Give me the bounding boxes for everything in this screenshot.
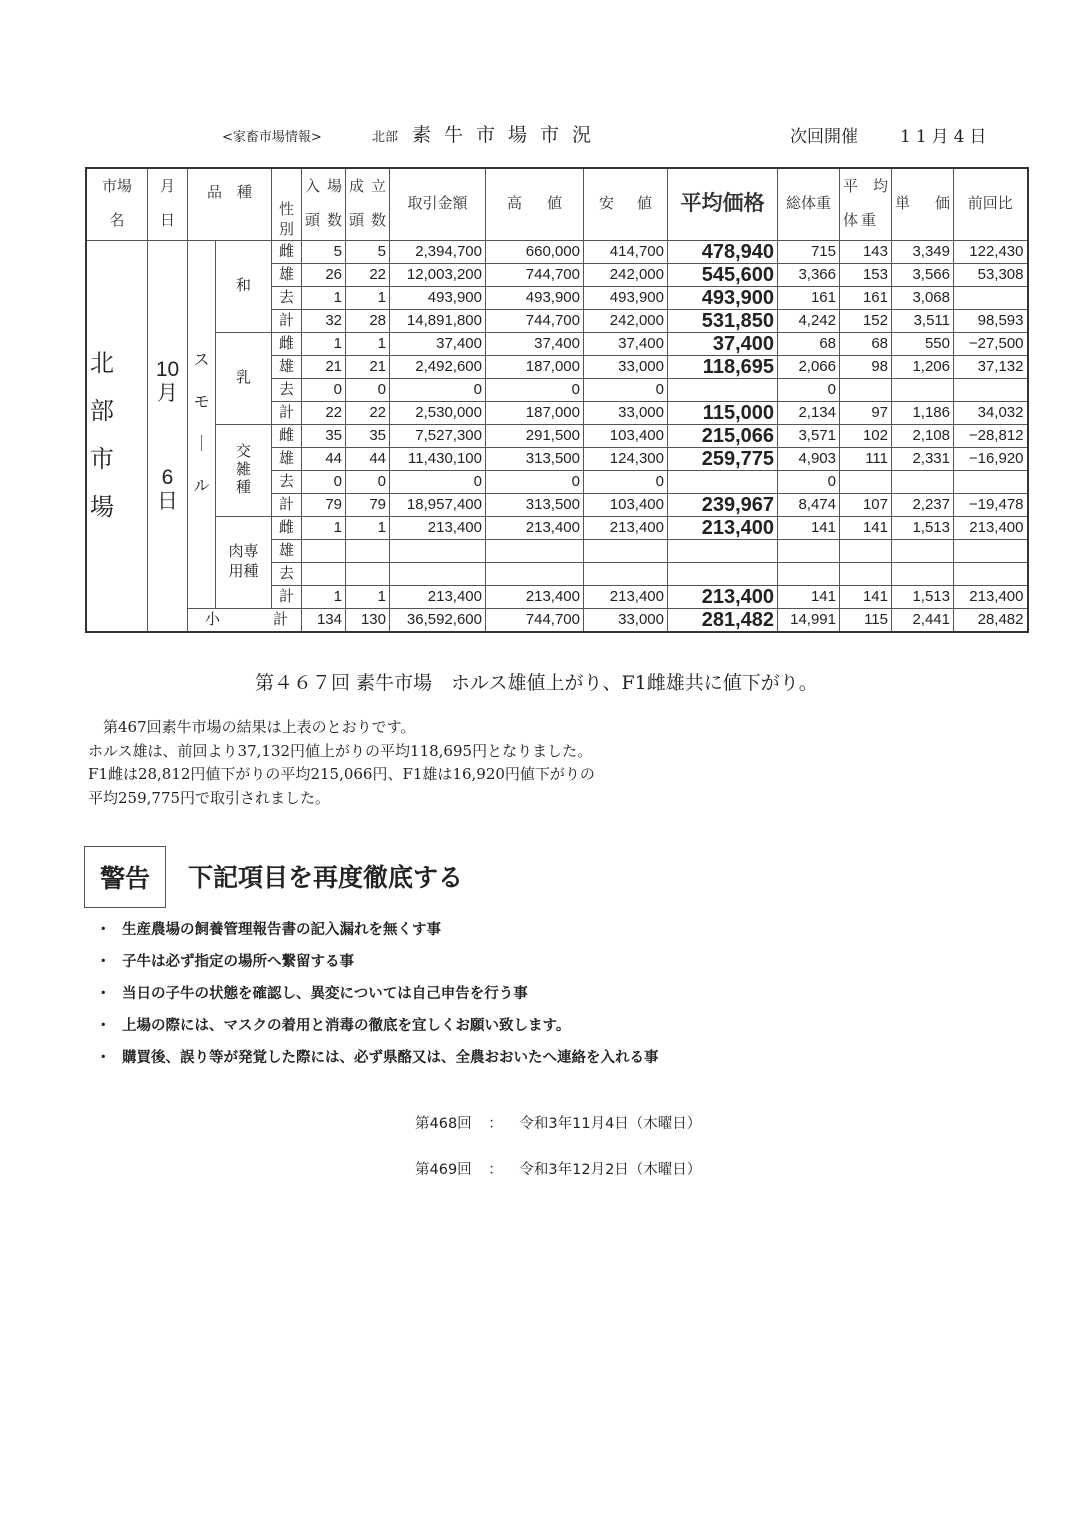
breed-cell: 交 雑 種	[216, 424, 272, 516]
header-sold: 成 立 頭 数	[346, 168, 390, 240]
bullet-icon: ・	[96, 1018, 111, 1034]
change-cell: −27,500	[954, 332, 1028, 355]
avg-cell: 259,775	[668, 447, 778, 470]
low-cell: 33,000	[584, 401, 668, 424]
warning-item: ・ 当日の子牛の状態を確認し、異変については自己申告を行う事	[96, 982, 659, 1014]
sex-cell: 雄	[272, 539, 302, 562]
entered-cell: 44	[302, 447, 346, 470]
total-weight-cell: 14,991	[778, 608, 840, 632]
avg-cell: 215,066	[668, 424, 778, 447]
next-session-label: 次回開催	[790, 127, 858, 147]
high-cell: 187,000	[486, 401, 584, 424]
entered-cell: 26	[302, 263, 346, 286]
total-weight-cell: 0	[778, 378, 840, 401]
amount-cell: 493,900	[390, 286, 486, 309]
bullet-icon: ・	[96, 922, 111, 938]
entered-cell: 5	[302, 240, 346, 263]
change-cell: 28,482	[954, 608, 1028, 632]
high-cell: 313,500	[486, 447, 584, 470]
high-cell	[486, 562, 584, 585]
amount-cell: 213,400	[390, 516, 486, 539]
info-tag: <家畜市場情報>	[222, 130, 322, 145]
amount-cell: 36,592,600	[390, 608, 486, 632]
entered-cell: 1	[302, 585, 346, 608]
sex-cell: 雄	[272, 263, 302, 286]
unit-price-cell	[892, 470, 954, 493]
sold-cell: 5	[346, 240, 390, 263]
schedule-item	[415, 1158, 701, 1179]
schedule-item	[415, 1112, 701, 1133]
sold-cell	[346, 562, 390, 585]
unit-price-cell: 2,441	[892, 608, 954, 632]
sex-cell: 去	[272, 470, 302, 493]
high-cell: 187,000	[486, 355, 584, 378]
avg-weight-cell: 143	[840, 240, 892, 263]
change-cell: −19,478	[954, 493, 1028, 516]
summary-line: 第467回素牛市場の結果は上表のとおりです。	[88, 718, 416, 736]
low-cell: 213,400	[584, 516, 668, 539]
schedule-separator: ：	[488, 1116, 503, 1132]
avg-cell: 118,695	[668, 355, 778, 378]
amount-cell: 7,527,300	[390, 424, 486, 447]
entered-cell	[302, 539, 346, 562]
sex-cell: 計	[272, 401, 302, 424]
bullet-icon: ・	[96, 986, 111, 1002]
sold-cell: 1	[346, 286, 390, 309]
header-change: 前回比	[954, 168, 1028, 240]
change-cell	[954, 539, 1028, 562]
change-cell	[954, 286, 1028, 309]
total-weight-cell: 0	[778, 470, 840, 493]
avg-weight-cell: 161	[840, 286, 892, 309]
entered-cell: 134	[302, 608, 346, 632]
amount-cell: 0	[390, 378, 486, 401]
avg-weight-cell	[840, 562, 892, 585]
table-row	[86, 424, 1028, 447]
change-cell: 37,132	[954, 355, 1028, 378]
entered-cell: 32	[302, 309, 346, 332]
amount-cell: 2,394,700	[390, 240, 486, 263]
header-low: 安 値	[584, 168, 668, 240]
sex-cell: 計	[272, 309, 302, 332]
header-amount: 取引金額	[390, 168, 486, 240]
low-cell: 33,000	[584, 355, 668, 378]
change-cell: −16,920	[954, 447, 1028, 470]
bullet-icon: ・	[96, 954, 111, 970]
avg-cell: 37,400	[668, 332, 778, 355]
change-cell: 53,308	[954, 263, 1028, 286]
low-cell: 103,400	[584, 493, 668, 516]
total-weight-cell	[778, 539, 840, 562]
amount-cell	[390, 562, 486, 585]
warning-list	[96, 918, 659, 1078]
unit-price-cell	[892, 539, 954, 562]
entered-cell: 35	[302, 424, 346, 447]
avg-cell	[668, 539, 778, 562]
department: 北部	[372, 130, 399, 145]
table-row	[86, 332, 1028, 355]
low-cell: 242,000	[584, 309, 668, 332]
unit-price-cell: 550	[892, 332, 954, 355]
schedule-date: 令和3年12月2日（木曜日）	[519, 1162, 702, 1178]
sex-cell: 雌	[272, 240, 302, 263]
avg-weight-cell: 115	[840, 608, 892, 632]
avg-cell: 115,000	[668, 401, 778, 424]
entered-cell: 1	[302, 516, 346, 539]
avg-weight-cell	[840, 470, 892, 493]
unit-price-cell: 2,237	[892, 493, 954, 516]
unit-price-cell	[892, 378, 954, 401]
avg-cell	[668, 562, 778, 585]
header-entered: 入 場 頭 数	[302, 168, 346, 240]
low-cell: 0	[584, 378, 668, 401]
high-cell	[486, 539, 584, 562]
sold-cell: 28	[346, 309, 390, 332]
header-breed: 品 種	[188, 168, 272, 240]
table-row	[86, 516, 1028, 539]
sex-cell: 去	[272, 562, 302, 585]
avg-weight-cell	[840, 539, 892, 562]
market-results-table	[85, 167, 1029, 633]
table-row	[86, 240, 1028, 263]
header-market: 市場 名	[86, 168, 148, 240]
schedule-date: 令和3年11月4日（木曜日）	[519, 1116, 702, 1132]
warning-item: ・ 購買後、誤り等が発覚した際には、必ず県酪又は、全農おおいたへ連絡を入れる事	[96, 1046, 659, 1078]
unit-price-cell: 1,206	[892, 355, 954, 378]
avg-weight-cell: 107	[840, 493, 892, 516]
header-date: 月 日	[148, 168, 188, 240]
avg-cell: 493,900	[668, 286, 778, 309]
unit-price-cell: 2,108	[892, 424, 954, 447]
entered-cell: 0	[302, 378, 346, 401]
total-weight-cell: 161	[778, 286, 840, 309]
avg-cell: 281,482	[668, 608, 778, 632]
avg-weight-cell: 102	[840, 424, 892, 447]
amount-cell: 213,400	[390, 585, 486, 608]
low-cell: 242,000	[584, 263, 668, 286]
avg-cell: 213,400	[668, 516, 778, 539]
breed-cell: 乳	[216, 332, 272, 424]
avg-cell: 239,967	[668, 493, 778, 516]
amount-cell: 14,891,800	[390, 309, 486, 332]
unit-price-cell: 1,513	[892, 516, 954, 539]
schedule-round: 第468回	[415, 1116, 472, 1132]
sex-cell: 計	[272, 585, 302, 608]
sex-cell: 雌	[272, 332, 302, 355]
market-name-cell: 北 部 市 場	[86, 240, 148, 632]
sold-cell: 22	[346, 263, 390, 286]
bullet-icon: ・	[96, 1050, 111, 1066]
breed-cell: 和	[216, 240, 272, 332]
avg-weight-cell: 141	[840, 516, 892, 539]
change-cell	[954, 470, 1028, 493]
unit-price-cell: 3,349	[892, 240, 954, 263]
header-avg-price: 平均価格	[668, 168, 778, 240]
amount-cell: 0	[390, 470, 486, 493]
sex-cell: 雄	[272, 355, 302, 378]
low-cell: 124,300	[584, 447, 668, 470]
summary-paragraph	[88, 716, 595, 810]
avg-weight-cell	[840, 378, 892, 401]
summary-line: 平均259,775円で取引されました。	[88, 788, 331, 807]
low-cell: 33,000	[584, 608, 668, 632]
warning-item: ・ 上場の際には、マスクの着用と消毒の徹底を宜しくお願い致します。	[96, 1014, 659, 1046]
sold-cell: 22	[346, 401, 390, 424]
breed-cell: 肉専 用種	[216, 516, 272, 608]
entered-cell: 22	[302, 401, 346, 424]
header-sex: 性 別	[272, 168, 302, 240]
subtotal-row	[86, 608, 1028, 632]
high-cell: 313,500	[486, 493, 584, 516]
warning-title: 下記項目を再度徹底する	[188, 863, 464, 892]
avg-weight-cell: 97	[840, 401, 892, 424]
entered-cell	[302, 562, 346, 585]
high-cell: 291,500	[486, 424, 584, 447]
avg-weight-cell: 152	[840, 309, 892, 332]
unit-price-cell: 3,566	[892, 263, 954, 286]
change-cell	[954, 378, 1028, 401]
sex-cell: 去	[272, 378, 302, 401]
sold-cell: 1	[346, 516, 390, 539]
sold-cell: 130	[346, 608, 390, 632]
amount-cell: 37,400	[390, 332, 486, 355]
high-cell: 660,000	[486, 240, 584, 263]
sex-cell: 雌	[272, 516, 302, 539]
unit-price-cell	[892, 562, 954, 585]
sex-cell: 計	[272, 493, 302, 516]
total-weight-cell: 3,366	[778, 263, 840, 286]
high-cell: 0	[486, 378, 584, 401]
summary-line: ホルス雄は、前回より37,132円値上がりの平均118,695円となりました。	[88, 741, 593, 760]
total-weight-cell: 4,903	[778, 447, 840, 470]
sold-cell: 0	[346, 378, 390, 401]
unit-price-cell: 1,186	[892, 401, 954, 424]
change-cell: 122,430	[954, 240, 1028, 263]
low-cell: 37,400	[584, 332, 668, 355]
warning-badge: 警告	[84, 846, 166, 908]
entered-cell: 0	[302, 470, 346, 493]
avg-cell	[668, 378, 778, 401]
unit-price-cell: 3,511	[892, 309, 954, 332]
total-weight-cell: 68	[778, 332, 840, 355]
change-cell: 34,032	[954, 401, 1028, 424]
sold-cell: 21	[346, 355, 390, 378]
header-high: 高 値	[486, 168, 584, 240]
sold-cell: 1	[346, 332, 390, 355]
low-cell: 0	[584, 470, 668, 493]
headline: 第４６７回 素牛市場 ホルス雄値上がり、F1雌雄共に値下がり。	[255, 672, 818, 694]
amount-cell: 12,003,200	[390, 263, 486, 286]
entered-cell: 1	[302, 286, 346, 309]
avg-cell: 531,850	[668, 309, 778, 332]
change-cell: 213,400	[954, 516, 1028, 539]
date-cell: 10 月 6 日	[148, 240, 188, 632]
change-cell: 98,593	[954, 309, 1028, 332]
sold-cell: 0	[346, 470, 390, 493]
amount-cell: 11,430,100	[390, 447, 486, 470]
subtotal-label: 小 計	[188, 608, 302, 632]
high-cell: 213,400	[486, 585, 584, 608]
avg-weight-cell: 111	[840, 447, 892, 470]
avg-weight-cell: 68	[840, 332, 892, 355]
change-cell: 213,400	[954, 585, 1028, 608]
avg-weight-cell: 153	[840, 263, 892, 286]
unit-price-cell: 1,513	[892, 585, 954, 608]
total-weight-cell	[778, 562, 840, 585]
entered-cell: 79	[302, 493, 346, 516]
change-cell: −28,812	[954, 424, 1028, 447]
total-weight-cell: 4,242	[778, 309, 840, 332]
avg-cell: 213,400	[668, 585, 778, 608]
entered-cell: 21	[302, 355, 346, 378]
sold-cell: 44	[346, 447, 390, 470]
low-cell: 213,400	[584, 585, 668, 608]
sex-cell: 雄	[272, 447, 302, 470]
page-header	[0, 120, 1085, 150]
high-cell: 744,700	[486, 309, 584, 332]
summary-line: F1雌は28,812円値下がりの平均215,066円、F1雄は16,920円値下がりの	[88, 765, 595, 783]
sex-cell: 雌	[272, 424, 302, 447]
low-cell	[584, 539, 668, 562]
total-weight-cell: 141	[778, 516, 840, 539]
avg-cell	[668, 470, 778, 493]
unit-price-cell: 3,068	[892, 286, 954, 309]
total-weight-cell: 8,474	[778, 493, 840, 516]
avg-weight-cell: 98	[840, 355, 892, 378]
sold-cell: 35	[346, 424, 390, 447]
low-cell	[584, 562, 668, 585]
unit-price-cell: 2,331	[892, 447, 954, 470]
header-total-weight: 総体重	[778, 168, 840, 240]
warning-item: ・ 子牛は必ず指定の場所へ繋留する事	[96, 950, 659, 982]
low-cell: 103,400	[584, 424, 668, 447]
high-cell: 213,400	[486, 516, 584, 539]
sold-cell: 79	[346, 493, 390, 516]
schedule-round: 第469回	[415, 1162, 472, 1178]
category-cell: ス モ ｜ ル	[188, 240, 216, 608]
header-avg-weight: 平 均 体 重	[840, 168, 892, 240]
next-session-date: 11月4日	[900, 127, 992, 147]
header-unit-price: 単 価	[892, 168, 954, 240]
amount-cell: 2,530,000	[390, 401, 486, 424]
amount-cell	[390, 539, 486, 562]
sex-cell: 去	[272, 286, 302, 309]
total-weight-cell: 715	[778, 240, 840, 263]
change-cell	[954, 562, 1028, 585]
total-weight-cell: 2,066	[778, 355, 840, 378]
entered-cell: 1	[302, 332, 346, 355]
warning-item: ・ 生産農場の飼養管理報告書の記入漏れを無くす事	[96, 918, 659, 950]
high-cell: 37,400	[486, 332, 584, 355]
amount-cell: 2,492,600	[390, 355, 486, 378]
low-cell: 414,700	[584, 240, 668, 263]
total-weight-cell: 2,134	[778, 401, 840, 424]
total-weight-cell: 3,571	[778, 424, 840, 447]
schedule-separator: ：	[488, 1162, 503, 1178]
avg-cell: 545,600	[668, 263, 778, 286]
high-cell: 493,900	[486, 286, 584, 309]
avg-weight-cell: 141	[840, 585, 892, 608]
page-title: 素牛市場市況	[412, 124, 605, 146]
amount-cell: 18,957,400	[390, 493, 486, 516]
high-cell: 744,700	[486, 263, 584, 286]
sold-cell: 1	[346, 585, 390, 608]
sold-cell	[346, 539, 390, 562]
high-cell: 744,700	[486, 608, 584, 632]
high-cell: 0	[486, 470, 584, 493]
low-cell: 493,900	[584, 286, 668, 309]
total-weight-cell: 141	[778, 585, 840, 608]
avg-cell: 478,940	[668, 240, 778, 263]
